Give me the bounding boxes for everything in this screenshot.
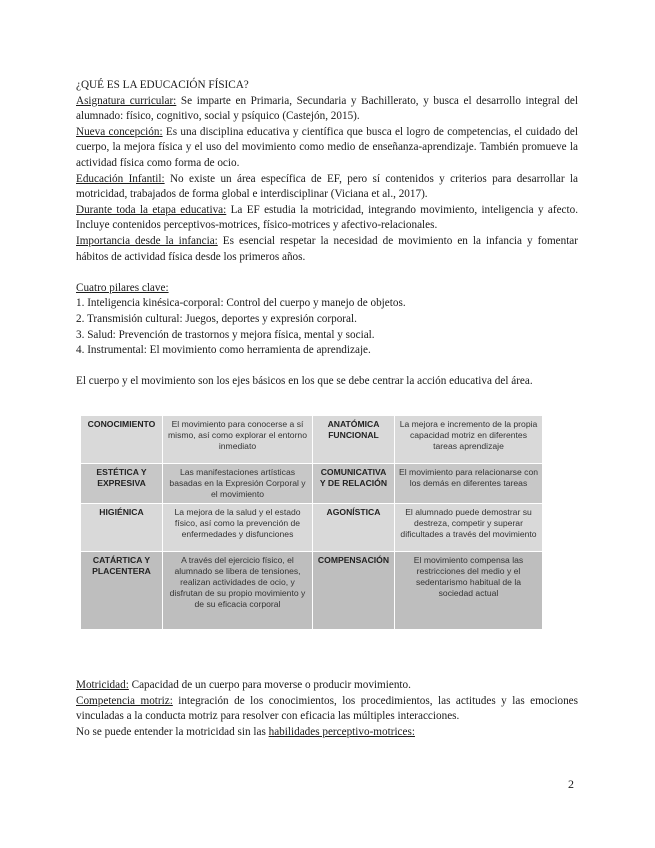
pillars-title: Cuatro pilares clave: [76, 281, 169, 294]
paragraph-infancia [76, 234, 578, 265]
term-text: No existe un área específica de EF, pero sí contenidos y criterios para desarrollar la motricidad, trabajados de forma global e interdisciplinar (Viciana et al., 2017). [76, 172, 578, 201]
paragraph-motricidad [76, 678, 578, 694]
table-row [81, 464, 543, 504]
table-cell: El alumnado puede demostrar su destreza, competir y superar dificultades a través del movimiento [395, 504, 543, 552]
document-body [76, 78, 578, 390]
term-text: Capacidad de un cuerpo para moverse o producir movimiento. [128, 679, 411, 691]
paragraph-etapa [76, 203, 578, 234]
table-cell: ESTÉTICA Y EXPRESIVA [81, 464, 163, 504]
table-row [81, 416, 543, 464]
table-row [81, 552, 543, 630]
paragraph-asignatura [76, 94, 578, 125]
term-label: Durante toda la etapa educativa: [76, 203, 227, 216]
table-cell: COMUNICATIVA Y DE RELACIÓN [313, 464, 395, 504]
term-label: Competencia motriz: [76, 694, 173, 707]
term-label: Importancia desde la infancia: [76, 234, 218, 247]
paragraph-competencia [76, 694, 578, 725]
table-cell: El movimiento compensa las restricciones del medio y el sedentarismo habitual de la sociedad actual [395, 552, 543, 630]
list-item: 1. Inteligencia kinésica-corporal: Control del cuerpo y manejo de objetos. [76, 297, 406, 310]
functions-table [80, 415, 543, 630]
bottom-section [76, 678, 578, 740]
term-label: habilidades perceptivo-motrices: [268, 725, 415, 738]
table-cell: La mejora e incremento de la propia capacidad motriz en diferentes tareas aprendizaje [395, 416, 543, 464]
list-item: 3. Salud: Prevención de trastornos y mejora física, mental y social. [76, 328, 375, 341]
list-item: 2. Transmisión cultural: Juegos, deportes y expresión corporal. [76, 312, 357, 325]
page-title: ¿QUÉ ES LA EDUCACIÓN FÍSICA? [76, 79, 249, 91]
table-cell: El movimiento para conocerse a sí mismo, así como explorar el entorno inmediato [163, 416, 313, 464]
term-text: integración de los conocimientos, los procedimientos, las actitudes y las emociones vinculadas a la conducta motriz para resolver con eficacia las múltiples interacciones. [76, 694, 578, 723]
term-text: Es una disciplina educativa y científica que busca el logro de competencias, el cuidado del cuerpo, la mejora física y el uso del movimiento como medio de enseñanza-aprendizaje. También promueve la actividad física como forma de ocio. [76, 125, 578, 169]
table-cell: ANATÓMICA FUNCIONAL [313, 416, 395, 464]
term-label: Nueva concepción: [76, 125, 163, 138]
list-item: 4. Instrumental: El movimiento como herramienta de aprendizaje. [76, 344, 371, 357]
table-cell: El movimiento para relacionarse con los demás en diferentes tareas [395, 464, 543, 504]
term-text: La EF estudia la motricidad, integrando movimiento, inteligencia y afecto. Incluye contenidos perceptivos-motrices, físico-motrices y afectivo-relacionales. [76, 203, 578, 232]
page-number: 2 [568, 777, 574, 791]
term-label: Asignatura curricular: [76, 94, 177, 107]
term-text: No se puede entender la motricidad sin las [76, 725, 269, 738]
table-cell: HIGIÉNICA [81, 504, 163, 552]
paragraph-infantil [76, 172, 578, 203]
paragraph-concepcion [76, 125, 578, 172]
term-text: Es esencial respetar la necesidad de movimiento en la infancia y fomentar hábitos de actividad física desde los primeros años. [76, 234, 579, 263]
table-cell: COMPENSACIÓN [313, 552, 395, 630]
table-row [81, 504, 543, 552]
table-cell: CATÁRTICA Y PLACENTERA [81, 552, 163, 630]
term-text: Se imparte en Primaria, Secundaria y Bachillerato, y busca el desarrollo integral del alumnado: físico, cognitivo, social y psíquico (Castejón, 2015). [76, 94, 578, 123]
functions-table-image [80, 415, 542, 630]
table-cell: A través del ejercicio físico, el alumnado se libera de tensiones, realizan actividades de ocio, y disfrutan de su propio movimiento y de su eficacia corporal [163, 552, 313, 630]
table-cell: AGONÍSTICA [313, 504, 395, 552]
table-cell: CONOCIMIENTO [81, 416, 163, 464]
summary-text: El cuerpo y el movimiento son los ejes básicos en los que se debe centrar la acción educativa del área. [76, 375, 533, 388]
term-label: Educación Infantil: [76, 172, 165, 185]
table-cell: La mejora de la salud y el estado físico, así como la prevención de enfermedades y disfunciones [163, 504, 313, 552]
paragraph-habilidades [76, 725, 578, 741]
term-label: Motricidad: [76, 679, 129, 691]
table-cell: Las manifestaciones artísticas basadas en la Expresión Corporal y el movimiento [163, 464, 313, 504]
